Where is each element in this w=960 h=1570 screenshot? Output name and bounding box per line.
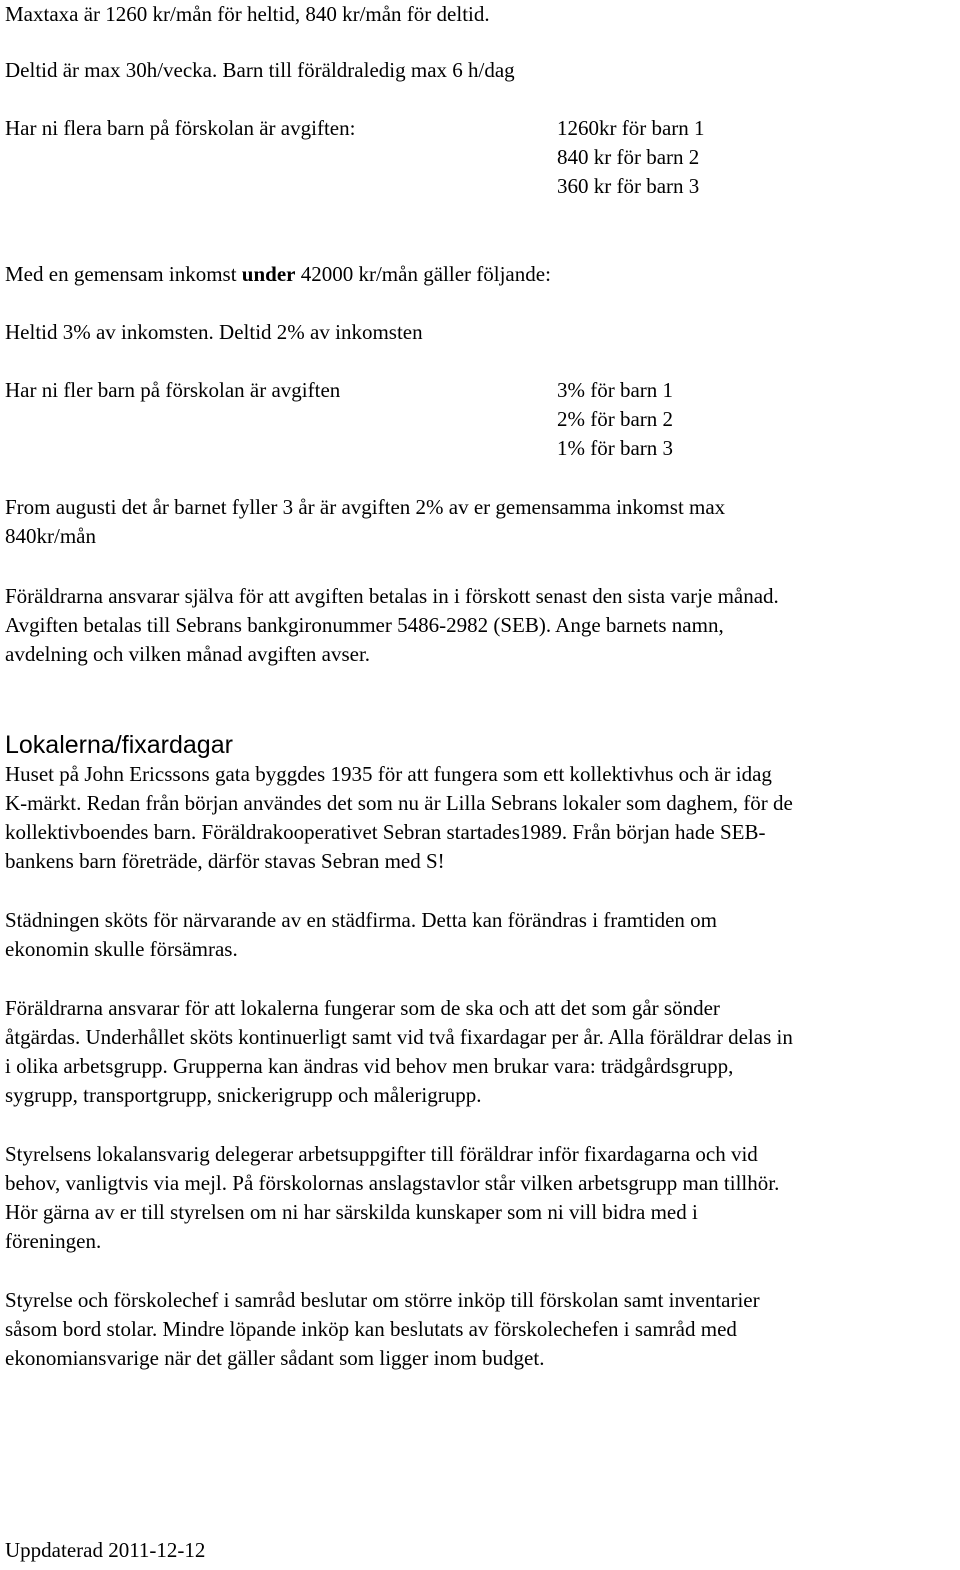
history-line-1: Huset på John Ericssons gata byggdes 1935 för att fungera som ett kollektivhus och är idag [5, 762, 772, 786]
board-line-3: Hör gärna av er till styrelsen om ni har särskilda kunskaper som ni vill bidra med i [5, 1200, 698, 1224]
multi-child-fee-1: 1260kr för barn 1 [557, 116, 705, 140]
multi-child-fee-2: 840 kr för barn 2 [557, 145, 700, 169]
cleaning-line-2: ekonomin skulle försämras. [5, 937, 238, 961]
payment-line-1: Föräldrarna ansvarar själva för att avgiften betalas in i förskott senast den sista varje månad. [5, 584, 779, 608]
history-line-4: bankens barn företräde, därför stavas Sebran med S! [5, 849, 445, 873]
august-rule-line-2: 840kr/mån [5, 524, 96, 548]
payment-line-3: avdelning och vilken månad avgiften avser. [5, 642, 371, 666]
board-line-4: föreningen. [5, 1229, 102, 1253]
history-line-2: K-märkt. Redan från början användes det som nu är Lilla Sebrans lokaler som daghem, för de [5, 791, 793, 815]
maintenance-line-3: i olika arbetsgrupp. Grupperna kan ändras vid behov men brukar vara: trädgårdsgrupp, [5, 1054, 734, 1078]
payment-line-2: Avgiften betalas till Sebrans bankgironummer 5486-2982 (SEB). Ange barnets namn, [5, 613, 724, 637]
board-line-2: behov, vanligtvis via mejl. På förskolornas anslagstavlor står vilken arbetsgrupp man tillhör. [5, 1171, 780, 1195]
maintenance-line-2: åtgärdas. Underhållet sköts kontinuerligt samt vid två fixardagar per år. Alla föräldrar delas in [5, 1025, 793, 1049]
percent-rate-text: Heltid 3% av inkomsten. Deltid 2% av inkomsten [5, 320, 423, 344]
percent-fee-1: 3% för barn 1 [557, 378, 674, 402]
cleaning-line-1: Städningen sköts för närvarande av en städfirma. Detta kan förändras i framtiden om [5, 908, 718, 932]
maintenance-line-4: sygrupp, transportgrupp, snickerigrupp och målerigrupp. [5, 1083, 482, 1107]
board-line-1: Styrelsens lokalansvarig delegerar arbetsuppgifter till föräldrar inför fixardagarna och vid [5, 1142, 758, 1166]
maintenance-line-1: Föräldrarna ansvarar för att lokalerna fungerar som de ska och att det som går sönder [5, 996, 720, 1020]
max-rate-text: Maxtaxa är 1260 kr/mån för heltid, 840 kr/mån för deltid. [5, 2, 490, 26]
percent-fee-2: 2% för barn 2 [557, 407, 674, 431]
income-threshold-text: Med en gemensam inkomst under 42000 kr/mån gäller följande: [5, 262, 551, 286]
history-line-3: kollektivboendes barn. Föräldrakooperativet Sebran startades1989. Från början hade SEB- [5, 820, 766, 844]
august-rule-line-1: From augusti det år barnet fyller 3 år är avgiften 2% av er gemensamma inkomst max [5, 495, 726, 519]
percent-multi-label: Har ni fler barn på förskolan är avgiften [5, 378, 341, 402]
income-under-bold: under [241, 262, 296, 286]
purchase-line-3: ekonomiansvarige när det gäller sådant som ligger inom budget. [5, 1346, 545, 1370]
multi-child-fee-3: 360 kr för barn 3 [557, 174, 700, 198]
multi-child-label: Har ni flera barn på förskolan är avgiften: [5, 116, 356, 140]
section-heading-premises: Lokalerna/fixardagar [5, 731, 233, 759]
parttime-text: Deltid är max 30h/vecka. Barn till föräldraledig max 6 h/dag [5, 58, 515, 82]
purchase-line-1: Styrelse och förskolechef i samråd beslutar om större inköp till förskolan samt inventarier [5, 1288, 760, 1312]
percent-fee-3: 1% för barn 3 [557, 436, 674, 460]
purchase-line-2: såsom bord stolar. Mindre löpande inköp kan beslutats av förskolechefen i samråd med [5, 1317, 737, 1341]
updated-date: Uppdaterad 2011-12-12 [5, 1538, 206, 1562]
